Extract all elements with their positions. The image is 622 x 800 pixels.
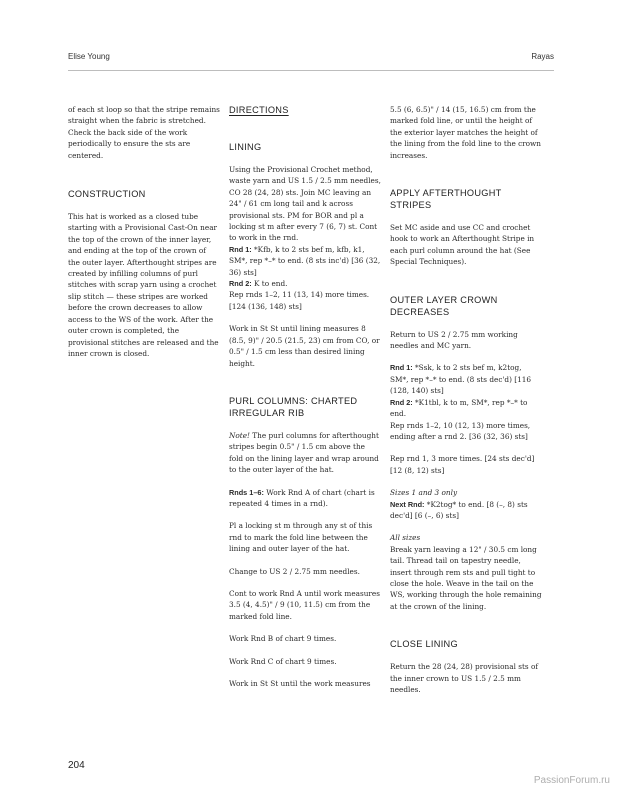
continued-paragraph: 5.5 (6, 6.5)" / 14 (15, 16.5) cm from the marked fold line, or until the height of the exterior layer matches the height of the lining from the fold line to the crown increases. [390, 105, 542, 160]
return-needles-paragraph: Return to US 2 / 2.75 mm working needles and MC yarn. [390, 329, 518, 351]
apply-stripes-paragraph: Set MC aside and use CC and crochet hook to work an Afterthought Stripe in each purl column around the hat (See Special Techniques). [390, 223, 535, 267]
lining-rnd2 [229, 278, 381, 289]
header-author: Elise Young [68, 52, 110, 61]
outer-rnd1-text: *Ssk, k to 2 sts bef m, k2tog, SM*, rep *–* to end. (8 sts dec'd) [116 (128, 140) sts] [390, 363, 532, 396]
outer-rnd2-label: Rnd 2: [390, 397, 413, 407]
lining-rnd1 [229, 244, 381, 278]
locking-marker-paragraph: Pl a locking st m through any st of this rnd to mark the fold line between the lining and outer layer of the hat. [229, 521, 373, 554]
next-rnd-label: Next Rnd: [390, 499, 425, 509]
next-rnd-text: *K2tog* to end. [8 (–, 8) sts dec'd] [6 (–, 6) sts] [390, 499, 528, 520]
change-needles-paragraph: Change to US 2 / 2.75 mm needles. [229, 566, 360, 576]
outer-rnd2-text: *K1tbl, k to m, SM*, rep *–* to end. [390, 397, 528, 419]
rnd2-label: Rnd 2: [229, 279, 252, 289]
column-3 [390, 104, 542, 695]
rnd-b-paragraph: Work Rnd B of chart 9 times. [229, 634, 337, 644]
rnd-c-paragraph: Work Rnd C of chart 9 times. [229, 656, 337, 666]
header-rule [68, 70, 554, 71]
next-rnd [390, 499, 542, 522]
outer-rnd1-label: Rnd 1: [390, 363, 413, 373]
rnd1-label: Rnd 1: [229, 244, 252, 254]
heading-outer-crown: OUTER LAYER CROWN DECREASES [390, 294, 498, 317]
lining-paragraph: Using the Provisional Crochet method, waste yarn and US 1.5 / 2.5 mm needles, CO 28 (24, 28) sts. Join MC leaving an 24" / 61 cm long tail and k across provisional sts. PM for BOR and pl a locking st m after every 7 (6, 7) st. Cont to work in the rnd. [229, 165, 381, 243]
note-label: Note! [229, 430, 250, 440]
rnds16-label: Rnds 1–6: [229, 487, 264, 497]
heading-directions: DIRECTIONS [229, 105, 289, 115]
break-yarn-paragraph: Break yarn leaving a 12" / 30.5 cm long tail. Thread tail on tapestry needle, insert through rem sts and pull tight to close the hole. Weave in the tail on the WS, working through the hole remaining at the crown of the lining. [390, 544, 542, 611]
lining-work-paragraph: Work in St St until lining measures 8 (8.5, 9)" / 20.5 (21.5, 23) cm from CO, or 0.5" / 1.5 cm less than desired lining height. [229, 324, 380, 368]
heading-construction: CONSTRUCTION [68, 189, 146, 200]
page-number: 204 [68, 760, 85, 771]
st-st-paragraph: Work in St St until the work measures [229, 679, 371, 688]
heading-purl-columns: PURL COLUMNS: CHARTED IRREGULAR RIB [229, 395, 358, 418]
header-title: Rayas [531, 52, 554, 61]
rnd1-text: *Kfb, k to 2 sts bef m, kfb, k1, SM*, rep *–* to end. (8 sts inc'd) [36 (32, 36) sts] [229, 244, 381, 277]
column-1 [68, 104, 220, 359]
note-text: The purl columns for afterthought stripes begin 0.5" / 1.5 cm above the fold on the lining layer and wrap around to the outer layer of the hat. [229, 430, 379, 475]
rnds-1-6 [229, 487, 381, 510]
column-2 [229, 104, 381, 689]
heading-lining: LINING [229, 142, 262, 152]
construction-paragraph: This hat is worked as a closed tube starting with a Provisional Cast-On near the top of the crown of the inner layer, and ending at the top of the crown of the outer layer. Afterthought stripes are created by infilling columns of purl stitches with scrap yarn using a crochet slip stitch — these stripes are worked before the crown decreases to allow access to the WS of the work. After the outer crown is completed, the provisional stitches are released and the inner crown is closed. [68, 212, 219, 358]
note-paragraph [229, 430, 381, 476]
intro-paragraph: of each st loop so that the stripe remains straight when the fabric is stretched. Check the back side of the work periodically to ensure the sts are centered. [68, 105, 220, 160]
sizes-1-3-label: Sizes 1 and 3 only [390, 488, 458, 498]
cont-rnd-a-paragraph: Cont to work Rnd A until work measures 3.5 (4, 4.5)" / 9 (10, 11.5) cm from the marked fold line. [229, 588, 380, 621]
rnds16-text: Work Rnd A of chart (chart is repeated 4 times in a rnd). [229, 487, 375, 508]
close-lining-paragraph: Return the 28 (24, 28) provisional sts of the inner crown to US 1.5 / 2.5 mm needles. [390, 662, 539, 694]
heading-close-lining: CLOSE LINING [390, 639, 458, 650]
lining-repeat: Rep rnds 1–2, 11 (13, 14) more times. [124 (136, 148) sts] [229, 290, 370, 311]
outer-repeat-1: Rep rnds 1–2, 10 (12, 13) more times, ending after a rnd 2. [36 (32, 36) sts] [390, 420, 531, 441]
outer-rnd1 [390, 362, 542, 396]
watermark: PassionForum.ru [533, 775, 610, 786]
outer-rnd2 [390, 397, 542, 420]
rnd2-text: K to end. [254, 279, 288, 289]
heading-apply-stripes: APPLY AFTERTHOUGHT STRIPES [390, 188, 502, 211]
all-sizes-label: All sizes [390, 533, 421, 543]
outer-repeat-2: Rep rnd 1, 3 more times. [24 sts dec'd] [12 (8, 12) sts] [390, 454, 535, 475]
